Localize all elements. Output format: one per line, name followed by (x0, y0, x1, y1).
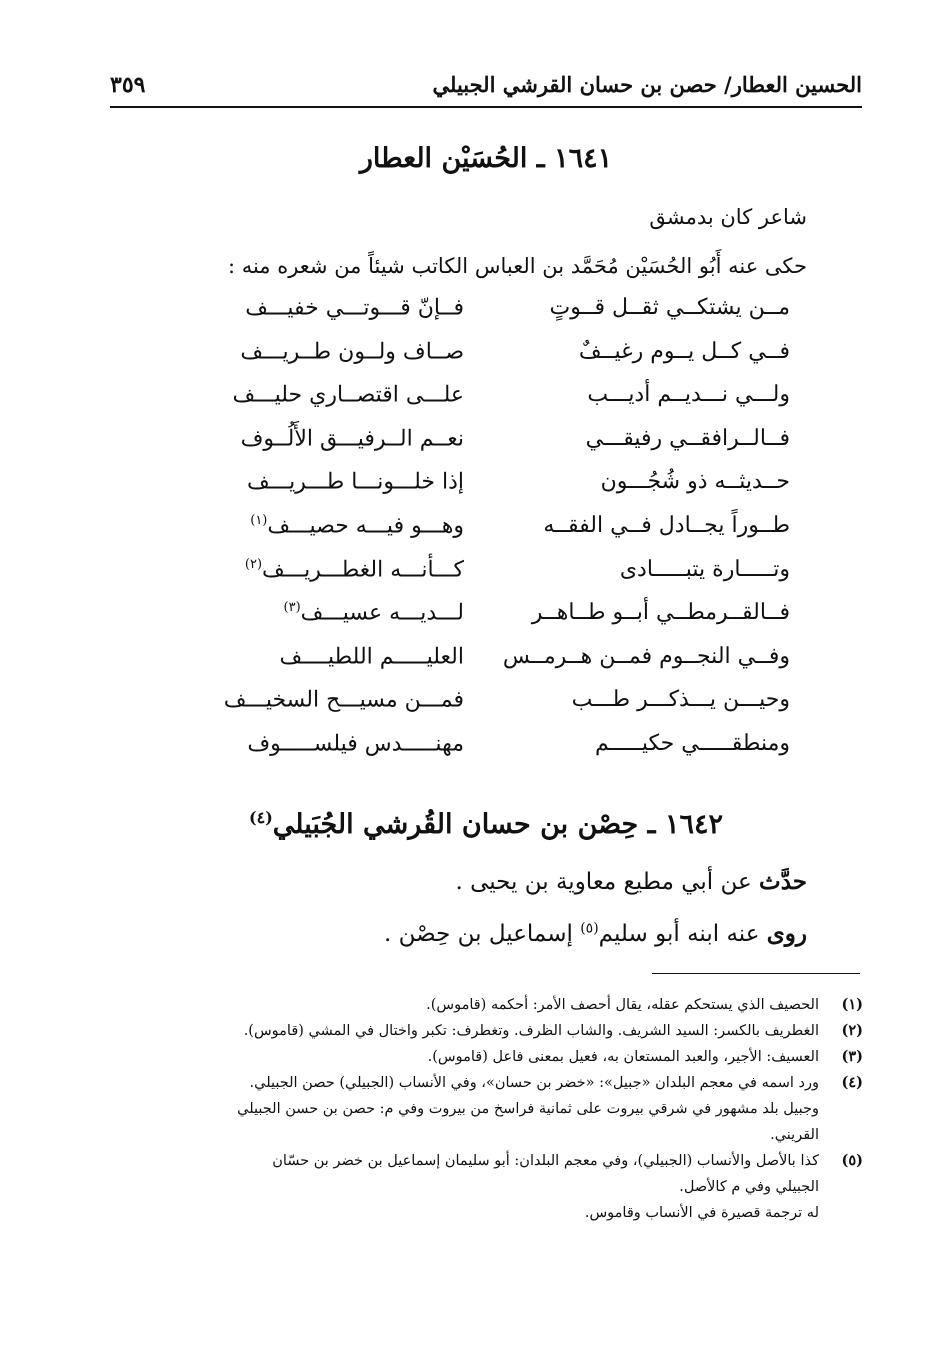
verse-first-hemistich: ومنطقـــــي حكيـــــم (594, 730, 790, 756)
entry-1641-title-text: ١٦٤١ ـ الحُسَيْن العطار (359, 143, 613, 174)
transmission-tail: إسماعيل بن حِصْن . (384, 921, 581, 947)
footnote-ref: (٣) (283, 600, 301, 616)
footnote-ref: (٥) (580, 920, 599, 937)
verse-line (190, 600, 790, 644)
verse-second-hemistich (194, 600, 464, 625)
footnotes (113, 992, 863, 1226)
verse-line (190, 295, 790, 339)
running-title: الحسين العطار/ حصن بن حسان القرشي الجبيلي (432, 72, 862, 97)
poem (190, 295, 790, 775)
verse-first-hemistich: وتـــــارة يتبـــــادى (619, 556, 790, 582)
entry-1642-narration (455, 868, 807, 895)
footnote-marker: (٢) (841, 1022, 863, 1039)
verse-first-hemistich: فــالــرافقــي رفيقـــي (585, 425, 790, 451)
verse-first-hemistich: فــي كــل يــوم رغيــفٌ (578, 338, 790, 364)
footnote-marker: (٥) (841, 1152, 863, 1169)
verse-second-hemistich (194, 295, 464, 320)
hemistich-text: نعــم الــرفيـــق الأَلُــوف (240, 426, 464, 452)
hemistich-text: لـــديـــه عسيـــف (300, 600, 464, 626)
verse-line (190, 339, 790, 383)
footnote-line: الحصيف الذي يستحكم عقله، يقال أحصف الأمر: أحكمه (قاموس). (426, 997, 819, 1013)
footnote-ref: (٢) (244, 556, 263, 572)
verse-line (190, 557, 790, 601)
footnote-marker: (١) (841, 996, 863, 1013)
hemistich-text: صــاف ولــون طــريـــف (240, 338, 464, 364)
footnote-line: العسيف: الأجير، والعبد المستعان به، فعيل بمعنى فاعل (قاموس). (427, 1049, 819, 1065)
footnote-ref: (١) (250, 512, 268, 528)
transmission-text: عنه ابنه أبو سليم (598, 921, 767, 947)
verse-first-hemistich: طــوراً يجــادل فــي الفقــه (543, 512, 790, 538)
verse-line (190, 469, 790, 513)
entry-1641-transmission: حكى عنه أَبُو الحُسَيْن مُحَمَّد بن العباس الكاتب شيئاً من شعره منه : (227, 254, 807, 278)
footnote-marker: (٤) (841, 1074, 863, 1091)
footnote-line: كذا بالأصل والأنساب (الجبيلي)، وفي معجم البلدان: أبو سليمان إسماعيل بن خضر بن حسّان (272, 1153, 819, 1169)
verse-second-hemistich (194, 644, 464, 669)
verse-line (190, 382, 790, 426)
page-number: ٣٥٩ (110, 72, 146, 98)
verse-second-hemistich (194, 687, 464, 712)
footnote-line: القريني. (770, 1127, 819, 1143)
footnote-line: له ترجمة قصيرة في الأنساب وقاموس. (584, 1205, 819, 1221)
verse-first-hemistich: وحيـــن يـــذكـــر طـــب (571, 687, 790, 713)
footnote (113, 992, 863, 1018)
hemistich-text: علـــى اقتصــاري حليـــف (232, 382, 464, 408)
narration-text: عن أبي مطيع معاوية بن يحيى . (455, 869, 760, 895)
verse-second-hemistich (194, 382, 464, 407)
hemistich-text: مهنـــــدس فيلســـــوف (247, 731, 464, 757)
running-header (110, 70, 862, 104)
verse-second-hemistich (194, 339, 464, 364)
verse-first-hemistich: وفــي النجــوم فمــن هــرمــس (502, 643, 790, 669)
footnote-ref: (٤) (249, 808, 273, 827)
verse-second-hemistich (194, 426, 464, 451)
verse-first-hemistich: حــديثــه ذو شُجُـــون (600, 469, 790, 495)
hemistich-text: فمـــن مسيـــح السخيـــف (223, 687, 464, 713)
hemistich-text: فــإنّ قـــوتـــي خفيـــف (245, 295, 464, 321)
verse-second-hemistich (194, 469, 464, 494)
entry-1642-title-text: ١٦٤٢ ـ حِصْن بن حسان القُرشي الجُبَيلي (272, 809, 723, 840)
entry-1642-title (110, 808, 862, 840)
transmission-lead: روى (766, 920, 807, 947)
footnote (113, 1044, 863, 1070)
entry-1641-description: شاعر كان بدمشق (649, 205, 807, 229)
verse-line (190, 426, 790, 470)
footnote-line: الغطريف بالكسر: السيد الشريف. والشاب الظرف. وتغطرف: تكبر واختال في المشي (قاموس). (243, 1023, 819, 1039)
verse-first-hemistich: فــالقــرمطــي أبــو طــاهــر (531, 600, 790, 626)
entry-1641-title (110, 143, 862, 174)
footnote-marker: (٣) (841, 1048, 863, 1065)
footnote (113, 1018, 863, 1044)
header-rule (110, 106, 862, 108)
verse-first-hemistich: ولـــي نـــديــم أديـــب (587, 382, 790, 408)
hemistich-text: العليـــــم اللطيــــف (279, 644, 464, 670)
footnote (113, 1070, 863, 1148)
footnote-line: ورد اسمه في معجم البلدان «جبيل»: «خضر بن حسان»، وفي الأنساب (الجبيلي) حصن الجبيلي. (249, 1075, 819, 1091)
verse-second-hemistich (194, 557, 464, 582)
narration-lead: حدَّث (759, 868, 807, 895)
verse-line (190, 731, 790, 775)
footnote-line: الجبيلي وفي م كالأصل. (679, 1179, 819, 1195)
footnote-line: وجبيل بلد مشهور في شرقي بيروت على ثمانية فراسخ من بيروت وفي م: حصن بن حسن الجبيلي (237, 1101, 819, 1117)
hemistich-text: وهـــو فيـــه حصيـــف (267, 513, 464, 539)
hemistich-text: إذا خلـــونـــا طـــريـــف (247, 469, 464, 495)
verse-line (190, 687, 790, 731)
verse-first-hemistich: مــن يشتكــي ثقــل قــوتٍ (549, 295, 790, 320)
hemistich-text: كـــأنـــه الغطـــريـــف (262, 556, 464, 582)
footnote-separator (652, 973, 860, 974)
verse-second-hemistich (194, 513, 464, 538)
verse-line (190, 513, 790, 557)
entry-1642-transmission (384, 920, 807, 947)
footnote (113, 1148, 863, 1226)
verse-second-hemistich (194, 731, 464, 756)
verse-line (190, 644, 790, 688)
